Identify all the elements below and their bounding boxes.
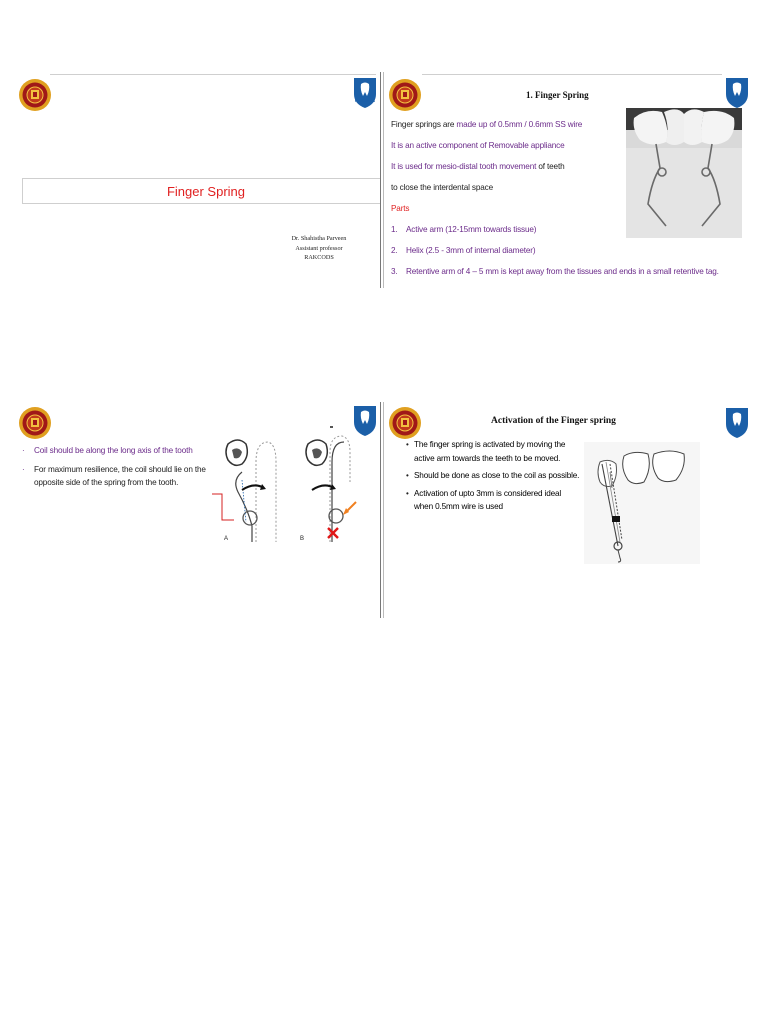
list-item xyxy=(406,469,581,483)
bullet-marker: • xyxy=(406,471,409,480)
list-item xyxy=(391,224,751,245)
rakcods-logo-text: RAKCODS xyxy=(354,98,376,103)
college-crest-logo xyxy=(388,78,422,112)
slide-divider xyxy=(383,72,384,288)
line-usage-suffix: of teeth xyxy=(536,162,565,171)
list-text: Active arm (12-15mm towards tissue) xyxy=(406,225,537,234)
slide-divider xyxy=(380,72,381,288)
parts-label: Parts xyxy=(391,204,410,213)
line-purpose: to close the interdental space xyxy=(391,183,494,192)
bullet-marker: • xyxy=(406,488,409,498)
bullet-text: Activation of upto 3mm is considered ideal when 0.5mm wire is used xyxy=(414,488,562,511)
slide-divider xyxy=(383,402,384,618)
slide-coil-position xyxy=(12,402,380,618)
rakcods-logo xyxy=(352,76,378,110)
line-material-prefix: Finger springs are xyxy=(391,120,457,129)
line-usage-prefix: It is used for mesio-distal tooth movement xyxy=(391,162,537,171)
slide-heading: 1. Finger Spring xyxy=(526,90,589,100)
college-crest-logo xyxy=(18,406,52,440)
list-number: 2. xyxy=(391,246,398,255)
coil-position-diagram xyxy=(212,422,372,552)
line-usage xyxy=(391,161,751,182)
bullet-text: For maximum resilience, the coil should lie on the opposite side of the spring from the tooth. xyxy=(34,465,206,487)
bullet-text: Coil should be along the long axis of the tooth xyxy=(34,446,193,455)
figure-label-b: B xyxy=(300,536,305,542)
list-item xyxy=(391,266,751,287)
bullet-marker: · xyxy=(22,446,25,455)
bullet-list xyxy=(406,438,581,518)
slide-divider xyxy=(380,402,381,618)
author-org: RAKCODS xyxy=(304,254,334,262)
bullet-list xyxy=(22,444,222,495)
content-lines xyxy=(391,119,751,287)
bullet-text: The finger spring is activated by moving the active arm towards the teeth to be moved. xyxy=(414,440,566,463)
slide-title xyxy=(12,72,380,288)
activation-sketch xyxy=(584,442,700,564)
slide-title-box xyxy=(22,178,380,204)
slide-title-text: Finger Spring xyxy=(166,183,246,199)
list-text: Retentive arm of 4 – 5 mm is kept away from the tissues and ends in a small retentive tag. xyxy=(406,267,719,276)
slide-finger-spring-intro xyxy=(386,72,756,288)
figure-label-a: A xyxy=(224,536,229,542)
rakcods-logo xyxy=(724,76,750,110)
list-text: Helix (2.5 - 3mm of internal diameter) xyxy=(406,246,536,255)
list-item xyxy=(406,438,581,465)
rakcods-logo xyxy=(724,406,750,440)
list-item xyxy=(406,487,581,514)
author-name: Dr. Shahistha Parveen xyxy=(291,235,347,242)
bullet-marker: • xyxy=(406,440,409,449)
slide-activation xyxy=(386,402,756,618)
line-component: It is an active component of Removable appliance xyxy=(391,141,565,150)
college-crest-logo xyxy=(388,406,422,440)
author-block xyxy=(264,234,374,263)
line-material xyxy=(391,119,751,140)
list-item xyxy=(22,463,222,489)
bullet-marker: · xyxy=(22,465,25,474)
list-item xyxy=(391,245,751,266)
college-crest-logo xyxy=(18,78,52,112)
slide-heading: Activation of the Finger spring xyxy=(491,416,616,426)
author-role: Assistant professor xyxy=(295,244,343,252)
bullet-text: Should be done as close to the coil as possible. xyxy=(414,471,580,480)
line-material-value: made up of 0.5mm / 0.6mm SS wire xyxy=(456,120,583,129)
top-divider xyxy=(50,74,376,75)
list-number: 1. xyxy=(391,225,398,234)
list-number: 3. xyxy=(391,267,398,276)
top-divider xyxy=(422,74,722,75)
list-item xyxy=(22,444,222,457)
